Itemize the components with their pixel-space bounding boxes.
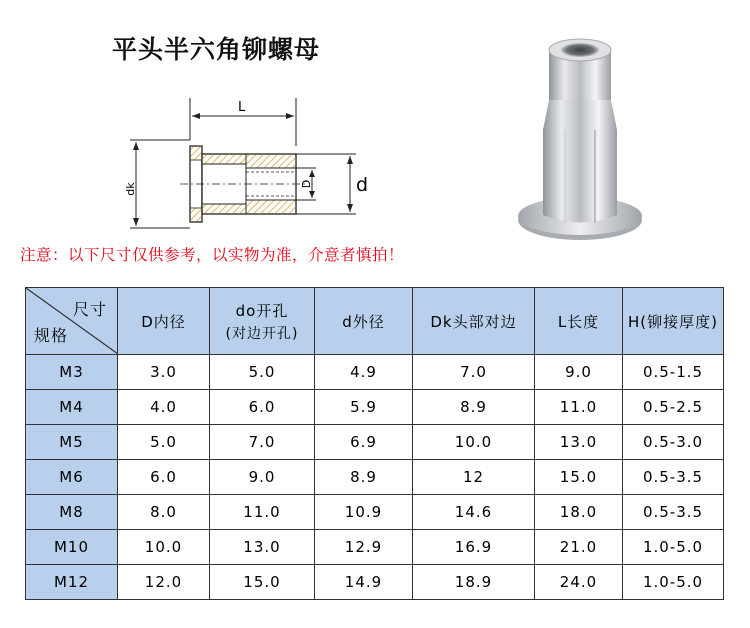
table-row	[26, 530, 724, 565]
table-cell: 6.0	[210, 390, 315, 425]
table-cell: 6.0	[118, 460, 210, 495]
table-row	[26, 355, 724, 390]
table-cell: 11.0	[210, 495, 315, 530]
table-cell: 12	[413, 460, 535, 495]
spec-table	[25, 287, 724, 600]
header-cell: D内径	[118, 288, 210, 355]
table-cell: 7.0	[413, 355, 535, 390]
model-cell: M5	[26, 425, 118, 460]
dim-label-dk: dk	[124, 182, 137, 196]
table-row	[26, 425, 724, 460]
table-cell: 4.0	[118, 390, 210, 425]
table-cell: 0.5-3.0	[623, 425, 724, 460]
table-cell: 5.0	[118, 425, 210, 460]
dim-label-L: L	[238, 100, 246, 115]
table-cell: 5.0	[210, 355, 315, 390]
notice-text: 注意：以下尺寸仅供参考，以实物为准，介意者慎拍！	[20, 246, 405, 264]
table-row	[26, 390, 724, 425]
header-cell: do开孔 (对边开孔)	[210, 288, 315, 355]
model-cell: M3	[26, 355, 118, 390]
table-cell: 4.9	[315, 355, 413, 390]
rivet-nut-product-image	[505, 30, 655, 245]
header-cell: H(铆接厚度)	[623, 288, 724, 355]
header-cell: d外径	[315, 288, 413, 355]
table-row	[26, 565, 724, 600]
table-cell: 24.0	[535, 565, 623, 600]
table-cell: 18.9	[413, 565, 535, 600]
table-cell: 13.0	[210, 530, 315, 565]
table-cell: 0.5-3.5	[623, 460, 724, 495]
page-title: 平头半六角铆螺母	[112, 35, 321, 64]
table-cell: 9.0	[210, 460, 315, 495]
table-cell: 14.9	[315, 565, 413, 600]
table-row	[26, 495, 724, 530]
technical-drawing	[110, 88, 370, 238]
table-cell: 8.9	[413, 390, 535, 425]
model-cell: M6	[26, 460, 118, 495]
table-cell: 15.0	[535, 460, 623, 495]
table-cell: 8.9	[315, 460, 413, 495]
table-cell: 1.0-5.0	[623, 565, 724, 600]
corner-label-size: 尺寸	[72, 300, 107, 319]
table-cell: 6.9	[315, 425, 413, 460]
dim-label-D: D	[300, 179, 313, 189]
model-cell: M10	[26, 530, 118, 565]
table-cell: 15.0	[210, 565, 315, 600]
model-cell: M12	[26, 565, 118, 600]
table-cell: 12.0	[118, 565, 210, 600]
header-cell: Dk头部对边	[413, 288, 535, 355]
dim-label-d: d	[356, 174, 369, 196]
model-cell: M8	[26, 495, 118, 530]
table-cell: 10.0	[118, 530, 210, 565]
table-cell: 10.9	[315, 495, 413, 530]
table-cell: 21.0	[535, 530, 623, 565]
header-cell: L长度	[535, 288, 623, 355]
corner-header-cell	[26, 288, 118, 355]
table-cell: 8.0	[118, 495, 210, 530]
table-cell: 18.0	[535, 495, 623, 530]
table-cell: 12.9	[315, 530, 413, 565]
model-cell: M4	[26, 390, 118, 425]
table-cell: 13.0	[535, 425, 623, 460]
table-cell: 7.0	[210, 425, 315, 460]
table-cell: 3.0	[118, 355, 210, 390]
table-cell: 0.5-3.5	[623, 495, 724, 530]
table-cell: 1.0-5.0	[623, 530, 724, 565]
table-cell: 5.9	[315, 390, 413, 425]
table-cell: 10.0	[413, 425, 535, 460]
table-cell: 9.0	[535, 355, 623, 390]
table-cell: 11.0	[535, 390, 623, 425]
table-cell: 0.5-2.5	[623, 390, 724, 425]
table-cell: 14.6	[413, 495, 535, 530]
table-cell: 0.5-1.5	[623, 355, 724, 390]
table-header-row	[26, 288, 724, 355]
table-row	[26, 460, 724, 495]
table-cell: 16.9	[413, 530, 535, 565]
corner-label-spec: 规格	[34, 326, 69, 345]
